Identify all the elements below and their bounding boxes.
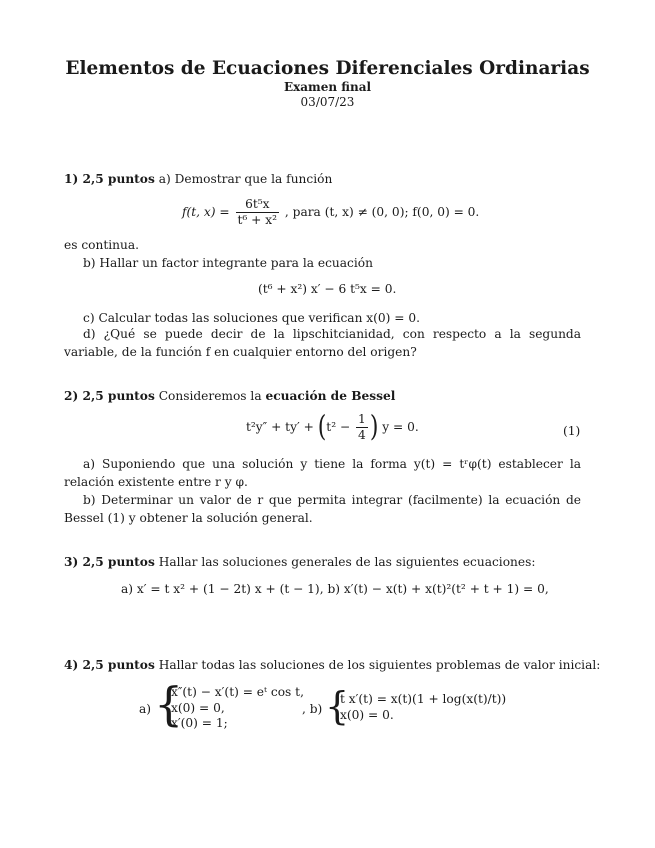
system-b-brace: {: [325, 684, 350, 728]
right-paren: ): [369, 411, 379, 444]
problem-1-label: 1) 2,5 puntos: [64, 172, 155, 186]
problem-2-intro: Consideremos la: [158, 389, 262, 403]
problem-2-b: b) Determinar un valor de r que permita integrar (facilmente) la ecuación de Bessel (1) y obtener la solución general.: [64, 493, 581, 525]
problem-3-statement: [64, 554, 535, 570]
problem-1-a: a) Demostrar que la función: [158, 172, 333, 186]
problem-4-statement: [64, 657, 600, 673]
eq-denominator: t⁶ + x²: [237, 213, 278, 227]
problem-2-label: 2) 2,5 puntos: [64, 389, 155, 403]
eq-numerator: 6t⁵x: [236, 197, 280, 213]
exam-subtitle: Examen final: [283, 80, 372, 94]
system-a-line-3: x′(0) = 1;: [171, 716, 228, 730]
exam-date: 03/07/23: [300, 95, 355, 109]
problem-1-b: b) Hallar un factor integrante para la ecuación: [83, 256, 373, 270]
problem-4-intro: Hallar todas las soluciones de los siguientes problemas de valor inicial:: [158, 658, 601, 672]
problem-1-function-equation: [182, 197, 479, 228]
problem-1-c: c) Calcular todas las soluciones que verifican x(0) = 0.: [83, 311, 421, 325]
system-a-line-2: x(0) = 0,: [171, 701, 225, 715]
problem-3-equations: a) x′ = t x² + (1 − 2t) x + (t − 1), b) x′(t) − x(t) + x(t)²(t² + t + 1) = 0,: [121, 582, 549, 596]
problem-2-a: a) Suponiendo que una solución y tiene la forma y(t) = tʳφ(t) establecer la relación existente entre r y φ.: [64, 457, 581, 489]
bessel-frac-den: 4: [358, 428, 366, 442]
system-b-line-1: t x′(t) = x(t)(1 + log(x(t)/t)): [340, 692, 507, 706]
eq-fraction: [236, 197, 280, 228]
problem-4-label: 4) 2,5 puntos: [64, 658, 155, 672]
bessel-right: y = 0.: [382, 420, 419, 434]
system-b-label: , b): [302, 702, 323, 716]
problem-2-statement: [64, 388, 395, 404]
problem-1-statement: [64, 171, 332, 187]
system-a-line-1: x″(t) − x′(t) = eᵗ cos t,: [171, 685, 304, 699]
exam-title: Elementos de Ecuaciones Diferenciales Ordinarias: [65, 58, 590, 79]
bessel-left: t²y″ + ty′ +: [246, 420, 314, 434]
bessel-tag: (1): [563, 424, 581, 438]
left-paren: (: [317, 411, 327, 444]
eq-lhs: f(t, x) =: [182, 205, 230, 219]
problem-1-ode: (t⁶ + x²) x′ − 6 t⁵x = 0.: [258, 282, 397, 296]
bessel-equation: [246, 412, 419, 443]
problem-3-intro: Hallar las soluciones generales de las siguientes ecuaciones:: [158, 555, 536, 569]
system-b-line-2: x(0) = 0.: [340, 708, 394, 722]
bessel-fraction: [356, 412, 368, 443]
problem-3-label: 3) 2,5 puntos: [64, 555, 155, 569]
system-a-brace: {: [154, 677, 184, 731]
eq-rhs: , para (t, x) ≠ (0, 0); f(0, 0) = 0.: [284, 205, 480, 219]
problem-1-d: d) ¿Qué se puede decir de la lipschitcianidad, con respecto a la segunda variable, de la función f en cualquier entorno del origen?: [64, 327, 581, 359]
bessel-inner: t² −: [326, 420, 351, 434]
problem-2-bessel: ecuación de Bessel: [265, 389, 396, 403]
problem-1-continuity: es continua.: [64, 238, 139, 252]
bessel-frac-num: 1: [358, 412, 366, 426]
system-a-label: a): [139, 702, 152, 716]
